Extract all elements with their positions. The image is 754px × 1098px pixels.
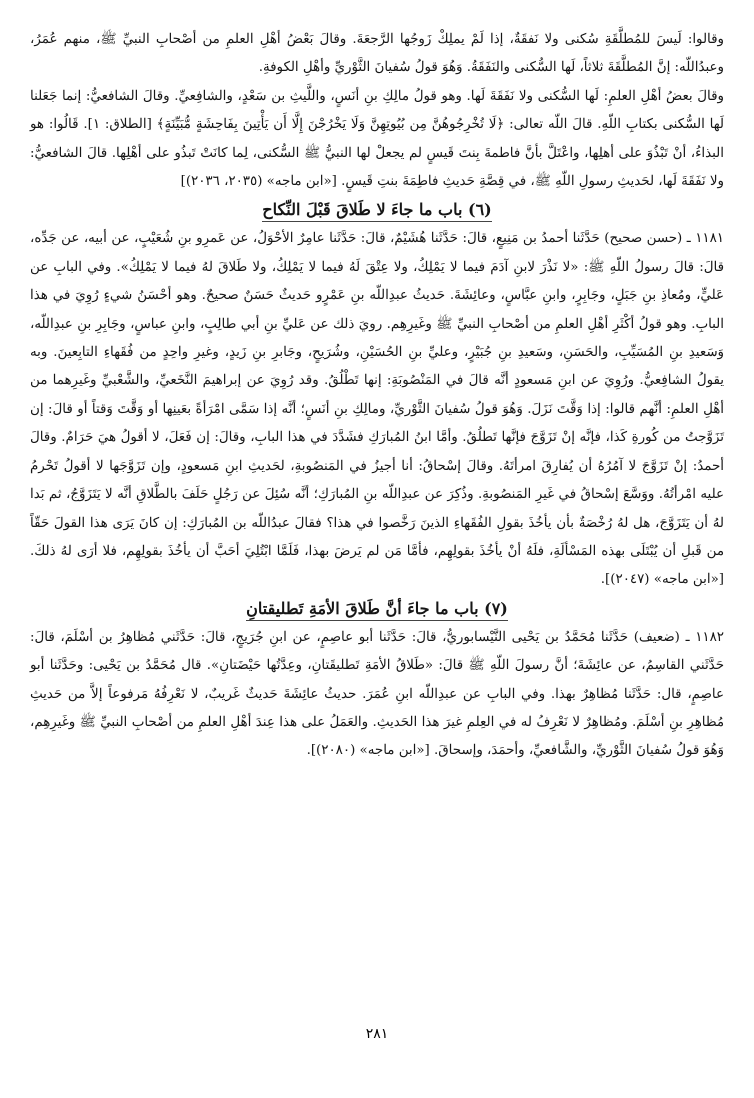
chapter-7-heading xyxy=(30,595,724,622)
chapter-6-heading xyxy=(30,196,724,223)
book-page xyxy=(30,26,724,1086)
intro-paragraph-2: وقالَ بعضُ أهْلِ العلمِ: لَها السُّكنى ولا نَفَقَةَ لَها. وهو قولُ مالِكِ بنِ أنَسٍ، واللَّيثِ بن سَعْدٍ، والشافِعيِّ. وقالَ الشافعيُّ: إنما جَعَلنا لَها السُّكنى بكتابِ اللّهِ. قالَ اللّه تعالى: ﴿لَا تُخْرِجُوهُنَّ مِن بُيُوتِهِنَّ وَلَا يَخْرُجْنَ إِلَّا أَن يَأْتِينَ بِفَاحِشَةٍ مُّبَيِّنَةٍ﴾ [الطلاق: ١]. قَالُوا: هو البذاءُ، أنْ تَبْذُوَ على أهلِها، واعْتَلَّ بأنَّ فاطمةَ بِنتَ قَيسٍ لم يجعلْ لها النبيُّ ﷺ السُّكنى، لِما كانَتْ تَبذُو على أهْلِها. قالَ الشافعيُّ: ولا نَفَقَةَ لَها، لحَديثِ رسولِ اللّهِ ﷺ، في قِصَّةِ حَديثِ فاطِمَةَ بنتِ قَيسٍ. [«ابن ماجه» (٢٠٣٥، ٢٠٣٦)] xyxy=(30,88,724,190)
intro-paragraph-1: وقالوا: لَيسَ للمُطلَّقَةِ سُكنى ولا نَفقَةٌ، إذا لَمْ يملِكْ زَوجُها الرَّجعَةَ. وقالَ بَعْضُ أهْلِ العلمِ من أصْحابِ النبيِّ ﷺ، منهم عُمَرُ، وعبدُاللّه: إنَّ المُطلَّقَةَ ثلاثاً، لَها السُّكنى والنَفَقَةُ. وَهُوَ قولُ سُفيانَ الثَّوْريِّ وأهْلِ الكوفةِ. xyxy=(30,32,724,76)
hadith-1181: ١١٨١ ـ (حسن صحيح) حَدَّثَنا أحمدُ بن مَنِيعٍ، قالَ: حَدَّثَنا هُشَيْمٌ، قالَ: حَدَّثَنا عامِرٌ الأحْوَلُ، عن عَمرِو بنِ شُعَيْبٍ، عن أبيه، عن جَدِّه، قالَ: قالَ رسولُ اللّهِ ﷺ: «لا نَذْرَ لابنِ آدَمَ فيما لا يَمْلِكُ، ولا عِتْقَ لَهُ فيما لا يَمْلِكُ، ولا طَلاقَ لهُ فيما لا يَمْلِكُ». وفي البابِ عن عَليٍّ، ومُعاذِ بنِ جَبَلٍ، وجَابِرٍ، وابنِ عبَّاسٍ، وعائِشَةَ. حَديثُ عبدِاللّه بنِ عَمْرٍو حَديثٌ حَسَنٌ صحيحٌ. وهو أحْسَنُ شيءٍ رُوِيَ في هذا البابِ. وهو قولُ أكْثَرِ أهْلِ العلمِ من أصْحابِ النبيِّ ﷺ وغَيرِهِم. رويَ ذلك عن عَليِّ بنِ أبي طالِبٍ، وابنِ عباسٍ، وجَابِرِ بنِ عبدِاللّه، وَسَعيدِ بنِ المُسَيِّبِ، والحَسَنِ، وسَعيدِ بنِ جُبَيْرٍ، وعليِّ بنِ الحُسَيْنِ، وشُرَيحٍ، وجَابرِ بنِ زَيدٍ، وغيرِ واحِدٍ من فُقَهاءِ التابِعينَ. وبه يقولُ الشافِعيُّ. ورُوِيَ عن ابنِ مَسعودٍ أنَّه قالَ في المَنْصُوبَةِ: إنها تَطْلُقُ. وقد رُوِيَ عن إبراهيمَ النَّخَعيِّ، والشَّعْبيِّ وغَيرِهما من أهْلِ العلمِ: أنَّهم قالوا: إذا وَقَّتَ نَزَلَ. وَهُوَ قولُ سُفيانَ الثَّوْريِّ، ومالِكِ بنِ أنَسٍ؛ أنَّه إذا سَمَّى امْرَأةً بعَينِها أو وَقَّتَ وَقتاً أو قالَ: إن تَزَوَّجتُ من كُورةِ كَذا، فإنَّه إنْ تَزَوَّجَ فإنَّها تَطلُقُ. وأمَّا ابنُ المُبارَكِ فشَدَّدَ في هذا البابِ، وقالَ: إن فَعَلَ، لا أقولُ هيَ حَرَامٌ. وقالَ أحمدُ: إنْ تَزَوَّجَ لا آمُرُهُ أن يُفارِقَ امرأتَهُ. وقالَ إسْحاقُ: أنا أجيزُ في المَنصُوبةِ، لحَديثِ ابنِ مَسعودٍ، وإن تَزَوَّجَها لا أقولُ تَحْرمُ عليه امْرأتُهُ. ووَسَّعَ إسْحاقُ في غَيرِ المَنصُوبةِ. وذُكِرَ عن عبدِاللّه بنِ المُبارَكِ؛ أنَّه سُئِلَ عن رَجُلٍ حَلَفَ بالطَّلاقِ أنَّه لا يَتَزَوَّجُ، ثم بَدا لهُ أن يَتَزَوَّجَ، هل لهُ رُخْصَةٌ بأن يأخُذَ بقولِ الفُقَهاءِ الذينَ رَخَّصوا في هذا؟ فقالَ عبدُاللّه بن المُبارَكِ: إن كانَ يَرَى هذا القولَ حَقّاً من قَبلِ أن يُبْتَلَى بهذه المَسْألَةِ، فلَهُ أنْ يأخُذَ بقولِهِم، فأمَّا مَن لم يَرضَ بهذا، فَلَمَّا ابْتُلِيَ أحَبَّ أن يأخُذَ بقولِهِم، فلا أرَى لهُ ذلكَ. [«ابن ماجه» (٢٠٤٧)]. xyxy=(30,231,724,588)
hadith-1182: ١١٨٢ ـ (ضعيف) حَدَّثَنا مُحَمَّدُ بن يَحْيى النَّيْسابوريُّ، قالَ: حَدَّثَنا أبو عاصِمٍ، عن ابنِ جُرَيجٍ، قالَ: حَدَّثَني مُظاهِرُ بن أسْلَمَ، قالَ: حَدَّثَني القاسِمُ، عن عائِشَةَ؛ أنَّ رسولَ اللّهِ ﷺ قالَ: «طَلاقُ الأمَةِ تَطليقَتانِ، وعِدَّتُها حَيْضَتانِ». قال مُحَمَّدُ بن يَحْيى: وحَدَّثَنا أبو عاصِمٍ، قال: حَدَّثَنا مُظاهِرٌ بهذا. وفي البابِ عن عبدِاللّه ابنِ عُمَرَ. حديثُ عائِشَةَ حَديثٌ غَريبٌ، لا نَعْرِفُهُ مَرفوعاً إلاَّ من حَديثِ مُظاهِرِ بنِ أسْلَمَ. ومُظاهِرٌ لا نَعْرِفُ له في العِلمِ غيرَ هذا الحَديثِ. والعَمَلُ على هذا عِندَ أهْلِ العلمِ من أصْحابِ النبيِّ ﷺ وغَيرِهِم، وَهُوَ قولُ سُفيانَ الثَّوْريِّ، والشَّافعيِّ، وأحمَدَ، وإسحاقَ. [«ابن ماجه» (٢٠٨٠)]. xyxy=(30,629,724,759)
chapter-6-title: (٦) باب ما جاءَ لا طَلاقَ قَبْلَ النِّكاح xyxy=(262,198,491,222)
page-number: ٢٨١ xyxy=(365,1027,389,1042)
chapter-7-title: (٧) باب ما جاءَ أنَّ طَلاقَ الأمَةِ تَطليقتانِ xyxy=(246,597,508,621)
